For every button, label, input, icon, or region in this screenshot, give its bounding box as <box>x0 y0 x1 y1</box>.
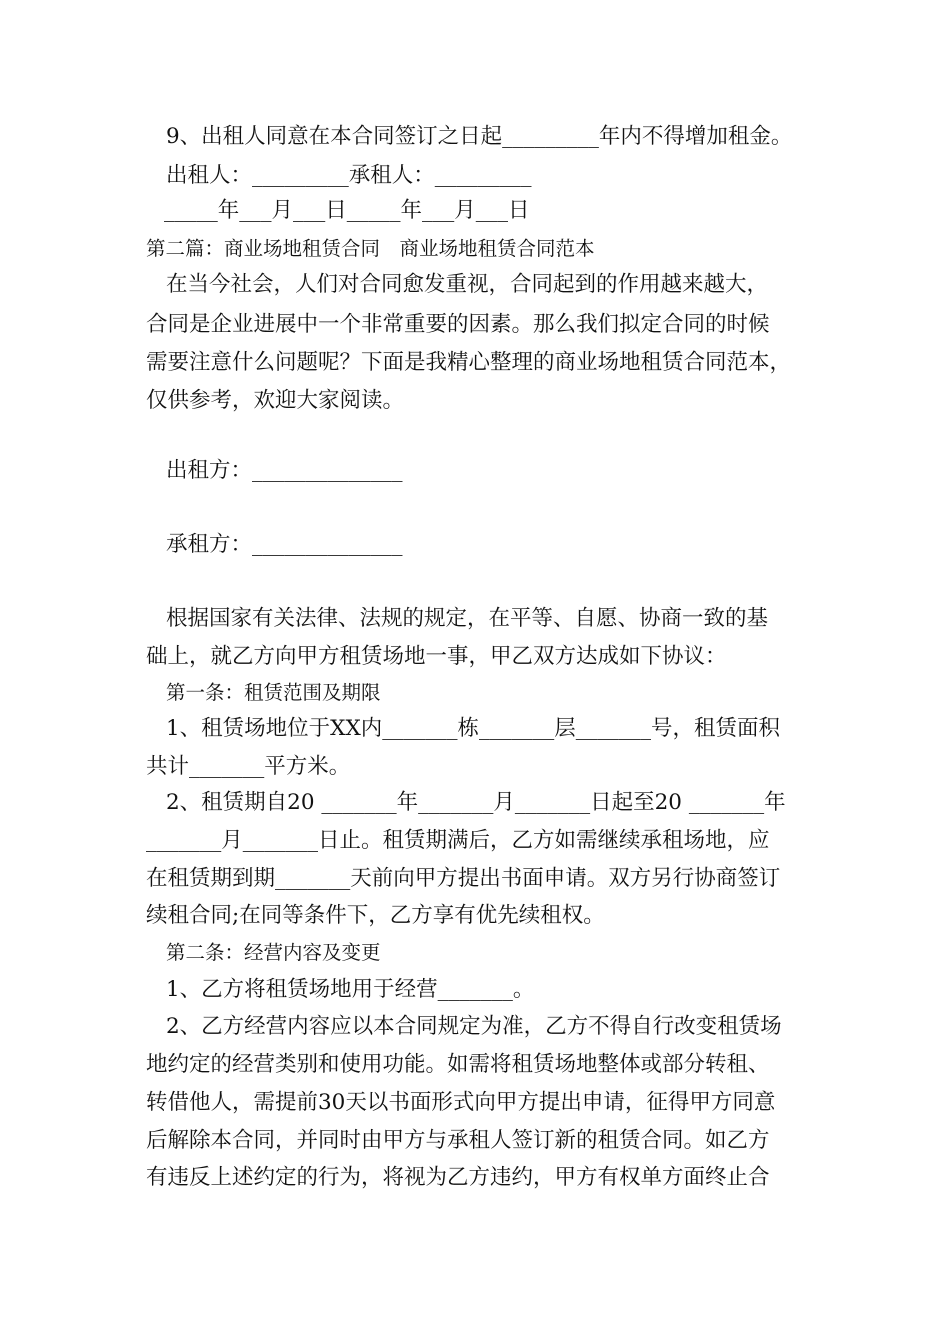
article-1-item-1-line-2: 共计_______平方米。 <box>146 754 351 779</box>
intro-line-4: 仅供参考，欢迎大家阅读。 <box>146 388 405 413</box>
intro-line-3: 需要注意什么问题呢？下面是我精心整理的商业场地租赁合同范本， <box>146 350 792 375</box>
article-1-item-2-line-1: 2、租赁期自20 _______年_______月_______日起至20 _______年 <box>166 790 786 815</box>
article-2-heading: 第二条：经营内容及变更 <box>166 941 381 964</box>
article-1-item-2-line-4: 续租合同;在同等条件下，乙方享有优先续租权。 <box>146 903 605 928</box>
article-1-item-2-line-2: _______月_______日止。租赁期满后，乙方如需继续承租场地，应 <box>146 828 770 853</box>
intro-line-1: 在当今社会，人们对合同愈发重视，合同起到的作用越来越大， <box>166 272 769 297</box>
lessee-field: 承租方：______________ <box>166 532 403 557</box>
clause-9-rent-freeze: 9、出租人同意在本合同签订之日起_________年内不得增加租金。 <box>166 124 793 149</box>
article-1-item-2-line-3: 在租赁期到期_______天前向甲方提出书面申请。双方另行协商签订 <box>146 866 781 891</box>
article-2-item-1: 1、乙方将租赁场地用于经营_______。 <box>166 977 535 1002</box>
article-1-item-1-line-1: 1、租赁场地位于XX内_______栋_______层_______号，租赁面积 <box>166 716 781 741</box>
article-2-item-2-line-3: 转借他人，需提前30天以书面形式向甲方提出申请，征得甲方同意 <box>146 1090 776 1115</box>
signature-lessor-lessee: 出租人：_________承租人：_________ <box>166 163 532 188</box>
section-title-part-two: 第二篇：商业场地租赁合同 商业场地租赁合同范本 <box>146 237 595 260</box>
intro-line-2: 合同是企业进展中一个非常重要的因素。那么我们拟定合同的时候 <box>146 312 770 337</box>
lessor-field: 出租方：______________ <box>166 458 403 483</box>
article-2-item-2-line-2: 地约定的经营类别和使用功能。如需将租赁场地整体或部分转租、 <box>146 1052 770 1077</box>
preamble-line-2: 础上，就乙方向甲方租赁场地一事，甲乙双方达成如下协议： <box>146 644 727 669</box>
article-2-item-2-line-4: 后解除本合同，并同时由甲方与承租人签订新的租赁合同。如乙方 <box>146 1128 770 1153</box>
article-1-heading: 第一条：租赁范围及期限 <box>166 681 381 704</box>
preamble-line-1: 根据国家有关法律、法规的规定，在平等、自愿、协商一致的基 <box>166 606 769 631</box>
article-2-item-2-line-5: 有违反上述约定的行为，将视为乙方违约，甲方有权单方面终止合 <box>146 1165 770 1190</box>
signature-dates: _____年___月___日_____年___月___日 <box>164 198 530 223</box>
article-2-item-2-line-1: 2、乙方经营内容应以本合同规定为准，乙方不得自行改变租赁场 <box>166 1014 782 1039</box>
